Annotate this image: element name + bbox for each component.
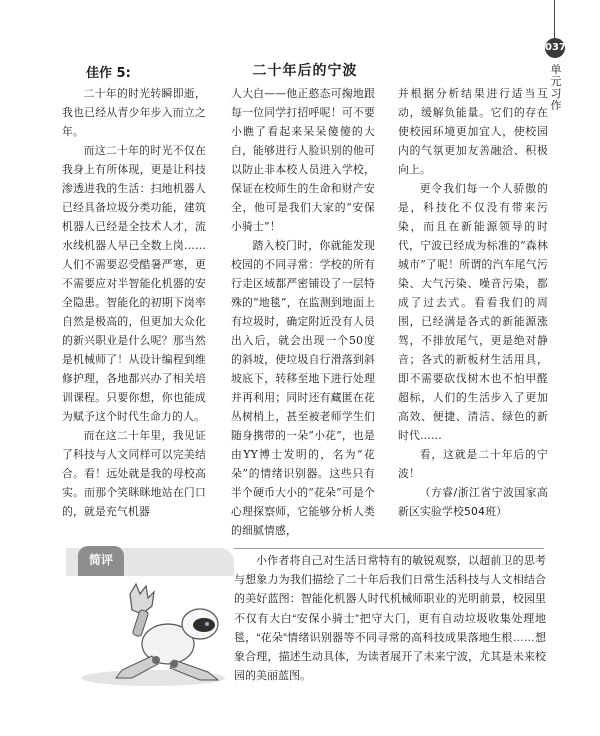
robot-eye [205,622,209,626]
review-tag: 简评 [78,546,124,576]
paragraph: 更令我们每一个人骄傲的是，科技化不仅没有带来污染，而且在新能源领导的时代，宁波已经成为标准的“森林城市”了呢！所谓的汽车尾气污染、大气污染、噪音污染，都成了过去式。看看我们的周围，已经满是各式的新能源涨驾，不排放尾气，更是绝对静音；各式的新板材生活用具，即不需要砍伐树木也不怕甲醛超标，人们的生活步入了更加高效、便捷、清洁、绿色的新时代…… [398,182,548,442]
robot-hand [130,584,154,614]
robot-joint [152,656,160,664]
author-credit: （方睿/浙江省宁波国家高新区实验学校504班） [398,486,548,518]
section-label: 单元习作 [550,63,562,112]
paragraph: 看，这就是二十年后的宁波！ [398,448,548,480]
essay-column-1 [62,84,206,521]
page-number-badge: 037 [545,38,565,58]
robot-visor [193,618,215,632]
essay-column-3 [398,84,548,521]
paragraph: 而在这二十年里，我见证了科技与人文同样可以完美结合。看！远处就是我的母校高实。而那个笑眯眯地站在门口的，就是充气机器 [62,429,206,518]
robot-joint [170,660,178,668]
review-divider [234,548,544,549]
paragraph: 而这二十年的时光不仅在我身上有所体现，更是让科技渗透进我的生活：扫地机器人已经具备垃圾分类功能，建筑机器人已经是全技术人才，流水线机器人早已全数上岗……人们不需要忍受酷暑严寒，更不需要应对半智能化机器的安全隐患。智能化的初期下岗率自然是极高的，但更加大众化的新兴职业是什么呢？那当然是机械师了！从设计编程到维修护理，各地都兴办了相关培训课程。只要你想，你也能成为赋予这个时代生命力的人。 [62,144,206,423]
paragraph: 并根据分析结果进行适当互动，缓解负能量。它们的存在使校园环境更加宜人，使校园内的气氛更加友善融洽、积极向上。 [398,87,548,176]
robot-illustration [58,580,236,690]
essay-label: 佳作 5: [86,66,131,81]
essay-column-2 [231,84,375,540]
essay-title: 二十年后的宁波 [252,63,358,79]
header-rule [554,0,555,38]
paragraph: 二十年的时光转瞬即逝，我也已经从青少年步入而立之年。 [62,87,206,138]
review-text: 小作者将自己对生活日常特有的敏锐观察，以超前卫的思考与想象力为我们描绘了二十年后我们日常生活科技与人文相结合的美好蓝图：智能化机器人时代机械师职业的光明前景，校园里不仅有大白“安保小骑士”把守大门，更有自动垃圾收集处理地毯，“花朵”情绪识别器等不同寻常的高科技成果落地生根……想象合理，描述生动具体，为读者展开了未来宁波，尤其是未来校园的美丽蓝图。 [234,555,546,683]
paragraph: 人大白——他正憨态可掬地跟每一位同学打招呼呢！可不要小瞧了看起来呆呆傻傻的大白，能够进行人脸识别的他可以防止非本校人员进入学校，保证在校师生的生命和财产安全，他可是我们大家的“安保小骑士”！ [231,87,375,233]
paragraph: 踏入校门时，你就能发现校园的不同寻常：学校的所有行走区域都严密铺设了一层特殊的“地毯”，在监测到地面上有垃圾时，确定附近没有人员出入后，就会出现一个50度的斜坡，使垃圾自行滑落到斜坡底下，转移至地下进行处理并再利用；同时还有藏匿在花丛树梢上，甚至被老师学生们随身携带的一朵“小花”，也是由YY博士发明的，名为“花朵”的情绪识别器。这些只有半个硬币大小的“花朵”可是个心理探察师，它能够分析人类的细腻情感， [231,239,375,537]
